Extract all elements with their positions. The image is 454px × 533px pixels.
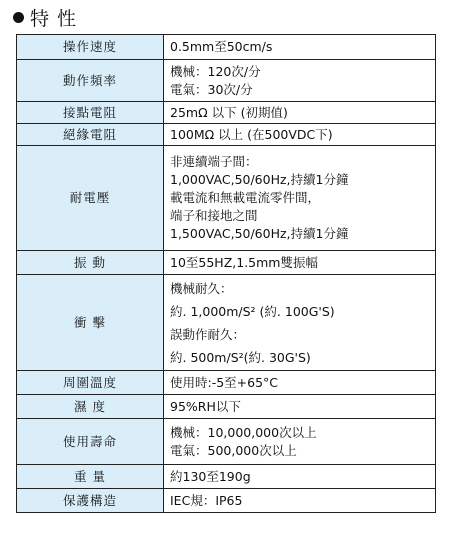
spec-value bbox=[164, 275, 436, 371]
spec-label: 振 動 bbox=[17, 251, 164, 275]
spec-value-line: 1,000VAC,50/60Hz,持續1分鐘 bbox=[170, 172, 349, 187]
spec-value-line: 使用時:-5至+65°C bbox=[170, 374, 279, 390]
spec-value-line: 誤動作耐久： bbox=[170, 326, 246, 342]
table-row bbox=[17, 489, 436, 513]
spec-value bbox=[164, 146, 436, 251]
spec-value-line: 100MΩ 以上 (在500VDC下) bbox=[170, 126, 333, 142]
spec-value-line: 載電流和無載電流零件間， bbox=[170, 190, 321, 205]
table-row bbox=[17, 395, 436, 419]
spec-value bbox=[164, 395, 436, 419]
spec-value-line: 機械耐久： bbox=[170, 280, 233, 296]
spec-label: 保護構造 bbox=[17, 489, 164, 513]
table-row bbox=[17, 60, 436, 102]
spec-value-line: 0.5mm至50cm/s bbox=[170, 39, 273, 54]
spec-label: 使用壽命 bbox=[17, 419, 164, 465]
spec-value bbox=[164, 465, 436, 489]
table-row bbox=[17, 465, 436, 489]
spec-value bbox=[164, 419, 436, 465]
spec-label: 濕 度 bbox=[17, 395, 164, 419]
spec-value-line: 電氣：30次/分 bbox=[170, 81, 253, 97]
spec-value-line: 1,500VAC,50/60Hz,持續1分鐘 bbox=[170, 226, 349, 241]
spec-value bbox=[164, 124, 436, 146]
bullet-icon bbox=[13, 12, 24, 23]
spec-value-line: 約. 500m/S²(約. 30G'S) bbox=[170, 349, 311, 365]
spec-value bbox=[164, 102, 436, 124]
spec-label: 周圍溫度 bbox=[17, 371, 164, 395]
spec-value-line: 約130至190g bbox=[170, 468, 251, 484]
spec-label: 衝 擊 bbox=[17, 275, 164, 371]
spec-label: 操作速度 bbox=[17, 35, 164, 60]
spec-value-line: 10至55HZ,1.5mm雙振幅 bbox=[170, 254, 318, 270]
spec-value bbox=[164, 251, 436, 275]
table-row bbox=[17, 251, 436, 275]
table-row bbox=[17, 124, 436, 146]
table-row bbox=[17, 102, 436, 124]
spec-value-line: 機械：120次/分 bbox=[170, 63, 261, 79]
spec-label: 耐電壓 bbox=[17, 146, 164, 251]
table-row bbox=[17, 35, 436, 60]
spec-label: 絕緣電阻 bbox=[17, 124, 164, 146]
spec-label: 動作頻率 bbox=[17, 60, 164, 102]
spec-value bbox=[164, 60, 436, 102]
table-row bbox=[17, 275, 436, 371]
spec-value-line: 端子和接地之間 bbox=[170, 208, 258, 223]
spec-label: 接點電阻 bbox=[17, 102, 164, 124]
spec-value-line: 電氣：500,000次以上 bbox=[170, 442, 297, 458]
spec-value-line: 機械：10,000,000次以上 bbox=[170, 424, 317, 440]
spec-table bbox=[16, 34, 436, 513]
spec-label: 重 量 bbox=[17, 465, 164, 489]
section-heading bbox=[13, 4, 77, 30]
table-row bbox=[17, 146, 436, 251]
spec-value-line: 95%RH以下 bbox=[170, 398, 241, 414]
table-row bbox=[17, 419, 436, 465]
spec-value-line: IEC規：IP65 bbox=[170, 492, 243, 508]
spec-value bbox=[164, 35, 436, 60]
table-row bbox=[17, 371, 436, 395]
spec-value-line: 約. 1,000m/S² (約. 100G'S) bbox=[170, 303, 335, 319]
spec-value-line: 25mΩ 以下 (初期值) bbox=[170, 104, 288, 120]
spec-value bbox=[164, 371, 436, 395]
spec-value-line: 非連續端子間： bbox=[170, 154, 258, 169]
section-title: 特 性 bbox=[30, 7, 78, 30]
spec-value bbox=[164, 489, 436, 513]
